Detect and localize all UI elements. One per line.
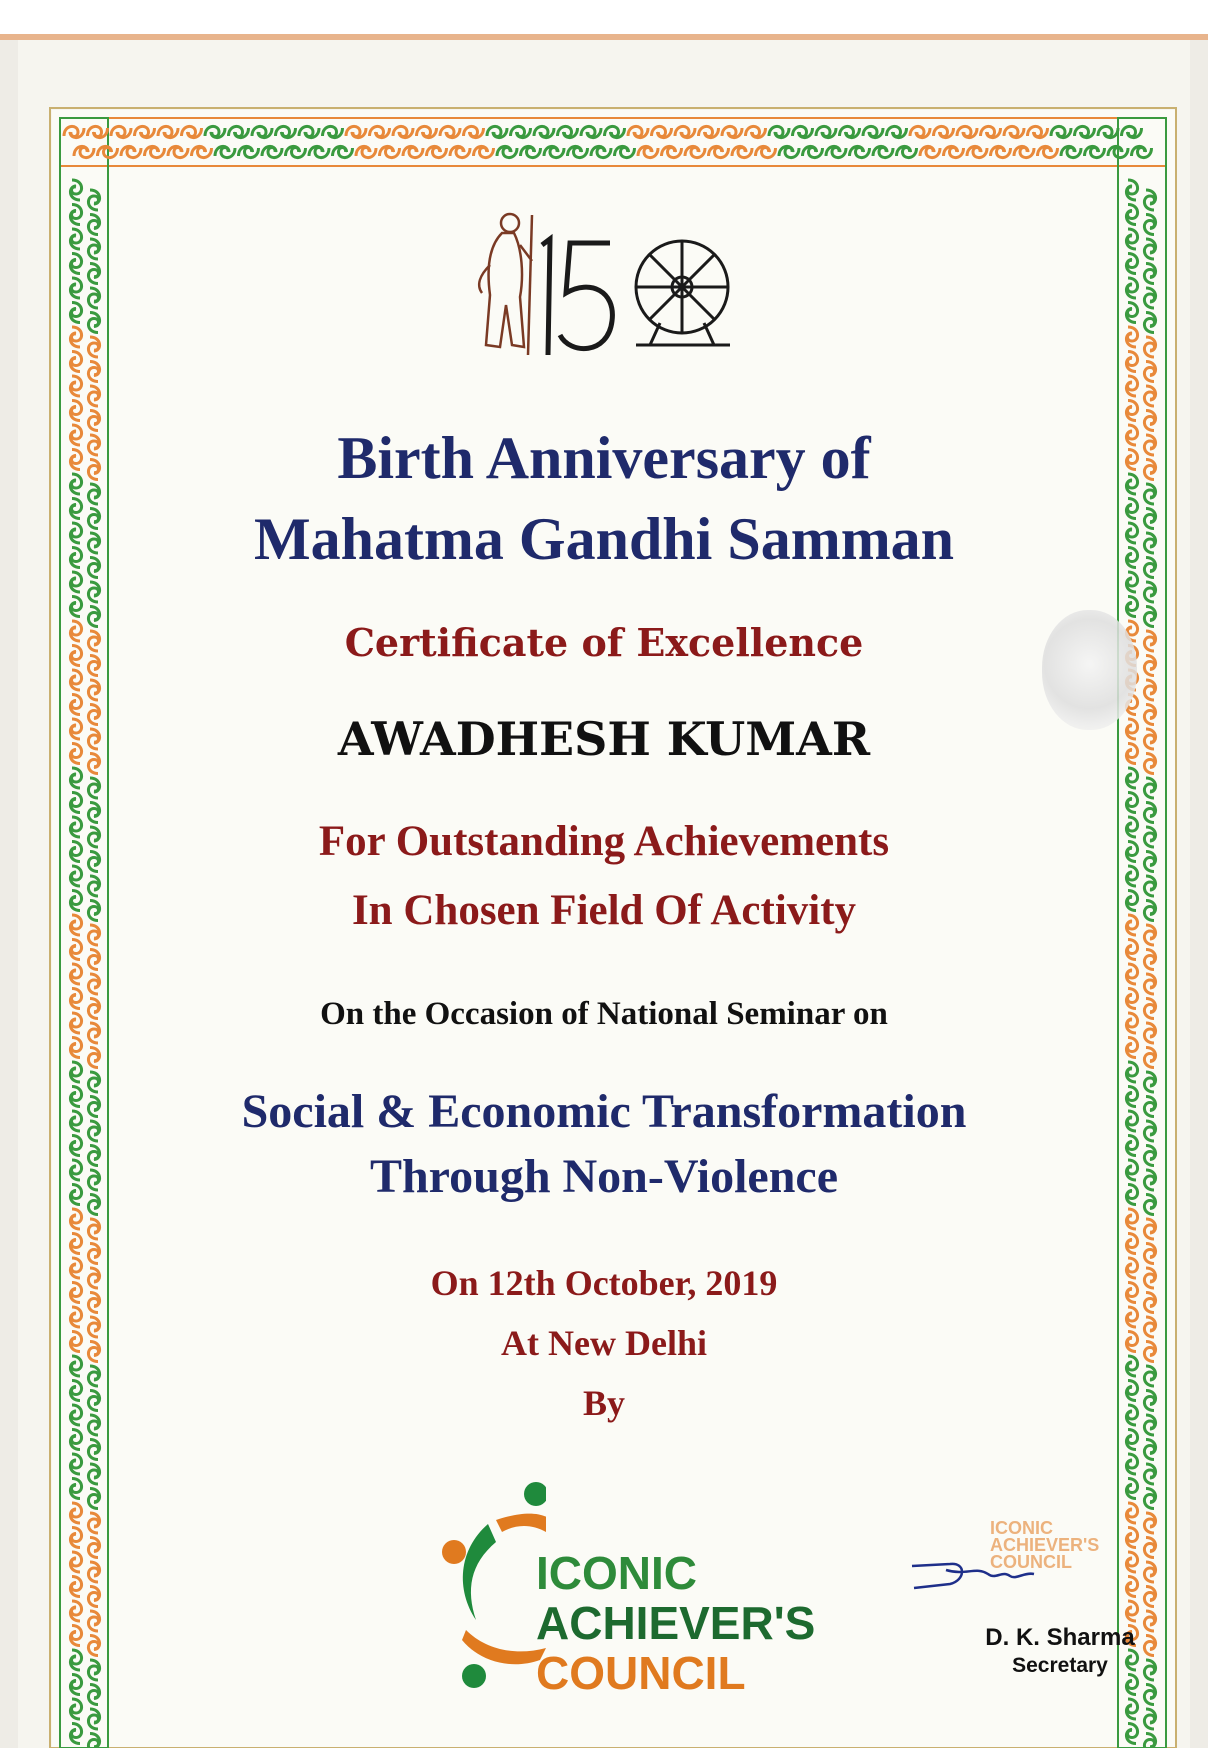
border-scroll-ornament — [88, 1489, 99, 1509]
border-scroll-ornament — [1144, 1660, 1155, 1680]
border-scroll-ornament — [70, 352, 81, 372]
border-scroll-ornament — [1144, 1464, 1155, 1484]
council-line-1: ICONIC — [536, 1547, 697, 1599]
border-scroll-ornament — [70, 303, 81, 323]
border-scroll-ornament — [850, 146, 870, 157]
border-scroll-ornament — [1122, 126, 1142, 137]
border-scroll-ornament — [64, 126, 84, 137]
theme-line-1: Social & Economic Transformation — [241, 1085, 967, 1138]
border-scroll-ornament — [722, 126, 742, 137]
border-scroll-ornament — [1126, 1209, 1137, 1229]
border-scroll-ornament — [323, 126, 343, 137]
border-scroll-ornament — [252, 126, 272, 137]
by-label: By — [582, 1383, 625, 1423]
border-scroll-ornament — [897, 146, 917, 157]
border-scroll-ornament — [333, 146, 353, 157]
border-scroll-ornament — [70, 1479, 81, 1499]
border-scroll-ornament — [88, 215, 99, 235]
border-scroll-ornament — [887, 126, 907, 137]
border-scroll-ornament — [88, 1048, 99, 1068]
border-scroll-ornament — [1144, 1538, 1155, 1558]
border-scroll-ornament — [1126, 1479, 1137, 1499]
border-scroll-ornament — [1144, 264, 1155, 284]
border-scroll-ornament — [158, 126, 178, 137]
border-scroll-ornament — [1144, 1562, 1155, 1582]
stamp-line-2: ACHIEVER'S — [990, 1535, 1100, 1555]
border-scroll-ornament — [403, 146, 423, 157]
event-date: On 12th October, 2019 — [430, 1263, 778, 1303]
border-scroll-ornament — [1126, 940, 1137, 960]
border-scroll-ornament — [427, 146, 447, 157]
council-line-2: ACHIEVER'S — [536, 1597, 816, 1649]
theme-line-2: Through Non-Violence — [369, 1150, 839, 1203]
border-scroll-ornament — [88, 1611, 99, 1631]
border-scroll-ornament — [440, 126, 460, 137]
border-scroll-ornament — [1144, 190, 1155, 210]
border-scroll-ornament — [88, 1538, 99, 1558]
border-scroll-ornament — [1126, 1430, 1137, 1450]
border-scroll-ornament — [356, 146, 376, 157]
border-scroll-ornament — [1075, 126, 1095, 137]
border-scroll-ornament — [70, 1675, 81, 1695]
border-scroll-ornament — [1144, 1709, 1155, 1729]
achievement-line-2: In Chosen Field Of Activity — [351, 887, 857, 934]
border-scroll-ornament — [70, 1234, 81, 1254]
border-scroll-ornament — [1144, 1685, 1155, 1705]
border-scroll-ornament — [1144, 950, 1155, 970]
border-scroll-ornament — [793, 126, 813, 137]
border-scroll-ornament — [474, 146, 494, 157]
border-scroll-ornament — [1144, 1513, 1155, 1533]
border-scroll-ornament — [88, 1685, 99, 1705]
border-scroll-ornament — [1126, 327, 1137, 347]
border-scroll-ornament — [286, 146, 306, 157]
border-scroll-ornament — [70, 1724, 81, 1744]
border-scroll-ornament — [991, 146, 1011, 157]
border-scroll-ornament — [70, 401, 81, 421]
border-scroll-ornament — [380, 146, 400, 157]
border-scroll-ornament — [88, 1513, 99, 1533]
border-scroll-ornament — [1126, 1503, 1137, 1523]
border-scroll-ornament — [1144, 1636, 1155, 1656]
border-scroll-ornament — [70, 572, 81, 592]
border-scroll-ornament — [746, 126, 766, 137]
secretary-role: Secretary — [1012, 1654, 1108, 1677]
border-scroll-ornament — [70, 254, 81, 274]
border-scroll-ornament — [1126, 352, 1137, 372]
border-scroll-ornament — [70, 1430, 81, 1450]
border-scroll-ornament — [1126, 1234, 1137, 1254]
border-scroll-ornament — [934, 126, 954, 137]
border-scroll-ornament — [70, 1503, 81, 1523]
signature-mark — [906, 1536, 1046, 1606]
border-scroll-ornament — [920, 146, 940, 157]
border-scroll-ornament — [70, 1209, 81, 1229]
border-scroll-ornament — [88, 337, 99, 357]
border-scroll-ornament — [1126, 1699, 1137, 1719]
border-scroll-ornament — [70, 1528, 81, 1548]
border-scroll-ornament — [1126, 1528, 1137, 1548]
stamp-line-1: ICONIC — [990, 1518, 1053, 1538]
border-scroll-ornament — [1144, 1587, 1155, 1607]
border-scroll-ornament — [732, 146, 752, 157]
border-scroll-ornament — [803, 146, 823, 157]
border-scroll-ornament — [121, 146, 141, 157]
border-scroll-ornament — [70, 768, 81, 788]
recipient-name: AWADHESH KUMAR — [337, 712, 871, 766]
border-scroll-ornament — [450, 146, 470, 157]
border-scroll-ornament — [88, 386, 99, 406]
border-scroll-ornament — [1144, 239, 1155, 259]
border-scroll-ornament — [346, 126, 366, 137]
border-scroll-ornament — [145, 146, 165, 157]
border-scroll-ornament — [1144, 386, 1155, 406]
border-scroll-ornament — [1144, 1244, 1155, 1264]
border-scroll-ornament — [70, 597, 81, 617]
border-scroll-ornament — [88, 1464, 99, 1484]
border-scroll-ornament — [1144, 1048, 1155, 1068]
border-scroll-ornament — [544, 146, 564, 157]
border-scroll-ornament — [70, 866, 81, 886]
border-scroll-ornament — [88, 190, 99, 210]
border-scroll-ornament — [205, 126, 225, 137]
title-line-1: Birth Anniversary of — [337, 425, 871, 491]
border-scroll-ornament — [826, 146, 846, 157]
border-scroll-ornament — [70, 180, 81, 200]
border-scroll-ornament — [591, 146, 611, 157]
border-scroll-ornament — [1126, 180, 1137, 200]
border-scroll-ornament — [1126, 1552, 1137, 1572]
border-scroll-ornament — [70, 964, 81, 984]
border-scroll-ornament — [1126, 1454, 1137, 1474]
border-scroll-ornament — [1126, 1038, 1137, 1058]
border-scroll-ornament — [88, 1660, 99, 1680]
council-line-3: COUNCIL — [536, 1647, 746, 1699]
border-scroll-ornament — [1126, 768, 1137, 788]
border-scroll-ornament — [779, 146, 799, 157]
border-scroll-ornament — [1126, 401, 1137, 421]
border-scroll-ornament — [521, 146, 541, 157]
border-scroll-ornament — [1144, 1611, 1155, 1631]
border-scroll-ornament — [74, 146, 94, 157]
border-scroll-ornament — [1126, 1601, 1137, 1621]
achievement-line-1: For Outstanding Achievements — [318, 818, 890, 865]
border-scroll-ornament — [70, 1038, 81, 1058]
border-scroll-ornament — [1126, 1577, 1137, 1597]
border-scroll-ornament — [1144, 778, 1155, 798]
border-scroll-ornament — [70, 327, 81, 347]
border-scroll-ornament — [628, 126, 648, 137]
certificate-subtitle: Certificate of Excellence — [344, 620, 864, 665]
border-scroll-ornament — [675, 126, 695, 137]
occasion-line: On the Occasion of National Seminar on — [320, 996, 888, 1032]
border-scroll-ornament — [1038, 146, 1058, 157]
border-scroll-ornament — [1085, 146, 1105, 157]
border-scroll-ornament — [192, 146, 212, 157]
border-scroll-ornament — [111, 126, 131, 137]
border-scroll-ornament — [1126, 254, 1137, 274]
border-scroll-ornament — [487, 126, 507, 137]
border-scroll-ornament — [1126, 278, 1137, 298]
border-scroll-ornament — [944, 146, 964, 157]
border-scroll-ornament — [88, 1562, 99, 1582]
border-scroll-ornament — [769, 126, 789, 137]
border-scroll-ornament — [88, 1244, 99, 1264]
border-scroll-ornament — [967, 146, 987, 157]
border-scroll-ornament — [816, 126, 836, 137]
border-scroll-ornament — [511, 126, 531, 137]
border-scroll-ornament — [873, 146, 893, 157]
border-scroll-ornament — [1028, 126, 1048, 137]
border-scroll-ornament — [464, 126, 484, 137]
border-scroll-ornament — [1144, 1734, 1155, 1748]
border-scroll-ornament — [215, 146, 235, 157]
border-scroll-ornament — [88, 1709, 99, 1729]
border-scroll-ornament — [70, 793, 81, 813]
border-scroll-ornament — [70, 1601, 81, 1621]
border-scroll-ornament — [417, 126, 437, 137]
border-scroll-ornament — [662, 146, 682, 157]
border-scroll-ornament — [168, 146, 188, 157]
title-line-2: Mahatma Gandhi Samman — [253, 506, 955, 572]
border-scroll-ornament — [534, 126, 554, 137]
border-scroll-ornament — [605, 126, 625, 137]
gandhi-figure-icon — [479, 214, 532, 355]
border-scroll-ornament — [1144, 288, 1155, 308]
border-scroll-ornament — [1126, 1724, 1137, 1744]
border-scroll-ornament — [88, 362, 99, 382]
border-scroll-ornament — [88, 264, 99, 284]
border-scroll-ornament — [581, 126, 601, 137]
border-scroll-ornament — [1126, 572, 1137, 592]
border-scroll-ornament — [1051, 126, 1071, 137]
border-scroll-ornament — [652, 126, 672, 137]
border-scroll-ornament — [70, 376, 81, 396]
border-scroll-ornament — [1144, 974, 1155, 994]
border-scroll-ornament — [393, 126, 413, 137]
border-scroll-ornament — [1061, 146, 1081, 157]
border-scroll-ornament — [638, 146, 658, 157]
border-scroll-ornament — [276, 126, 296, 137]
border-scroll-ornament — [910, 126, 930, 137]
border-scroll-ornament — [88, 778, 99, 798]
border-scroll-ornament — [70, 1552, 81, 1572]
border-scroll-ornament — [70, 278, 81, 298]
gandhi-150-emblem — [460, 205, 760, 375]
border-scroll-ornament — [497, 146, 517, 157]
border-scroll-ornament — [1144, 582, 1155, 602]
border-scroll-ornament — [299, 126, 319, 137]
border-scroll-ornament — [70, 1577, 81, 1597]
border-scroll-ornament — [1144, 1440, 1155, 1460]
border-scroll-ornament — [70, 940, 81, 960]
border-scroll-ornament — [1126, 866, 1137, 886]
border-scroll-ornament — [1144, 1219, 1155, 1239]
border-scroll-ornament — [1144, 337, 1155, 357]
border-scroll-ornament — [88, 1587, 99, 1607]
border-scroll-ornament — [88, 1440, 99, 1460]
border-scroll-ornament — [309, 146, 329, 157]
border-scroll-ornament — [88, 680, 99, 700]
border-scroll-ornament — [88, 974, 99, 994]
border-scroll-ornament — [1014, 146, 1034, 157]
border-scroll-ornament — [568, 146, 588, 157]
border-scroll-ornament — [1126, 964, 1137, 984]
border-scroll-ornament — [1126, 229, 1137, 249]
border-scroll-ornament — [135, 126, 155, 137]
border-scroll-ornament — [1126, 597, 1137, 617]
border-scroll-ornament — [1144, 680, 1155, 700]
border-scroll-ornament — [840, 126, 860, 137]
border-scroll-ornament — [1098, 126, 1118, 137]
border-scroll-ornament — [229, 126, 249, 137]
council-logo-icon — [436, 1480, 546, 1690]
border-scroll-ornament — [615, 146, 635, 157]
charkha-wheel-icon — [636, 241, 730, 345]
border-scroll-ornament — [70, 1626, 81, 1646]
border-scroll-ornament — [88, 239, 99, 259]
stamp-line-3: COUNCIL — [990, 1552, 1072, 1572]
border-scroll-ornament — [1144, 313, 1155, 333]
border-scroll-ornament — [88, 1734, 99, 1748]
border-scroll-ornament — [1144, 362, 1155, 382]
border-scroll-ornament — [709, 146, 729, 157]
border-scroll-ornament — [1004, 126, 1024, 137]
border-scroll-ornament — [70, 229, 81, 249]
border-scroll-ornament — [1132, 146, 1152, 157]
border-scroll-ornament — [1144, 215, 1155, 235]
border-scroll-ornament — [957, 126, 977, 137]
border-scroll-ornament — [1126, 376, 1137, 396]
border-scroll-ornament — [70, 205, 81, 225]
border-scroll-ornament — [88, 950, 99, 970]
border-scroll-ornament — [262, 146, 282, 157]
border-scroll-ornament — [88, 1636, 99, 1656]
border-scroll-ornament — [1126, 205, 1137, 225]
border-scroll-ornament — [370, 126, 390, 137]
event-place: At New Delhi — [501, 1323, 707, 1363]
border-scroll-ornament — [70, 1699, 81, 1719]
border-scroll-ornament — [88, 313, 99, 333]
border-scroll-ornament — [70, 1062, 81, 1082]
border-scroll-ornament — [1126, 1062, 1137, 1082]
border-scroll-ornament — [863, 126, 883, 137]
border-scroll-ornament — [88, 582, 99, 602]
border-scroll-ornament — [1144, 1489, 1155, 1509]
border-scroll-ornament — [756, 146, 776, 157]
border-scroll-ornament — [88, 126, 108, 137]
border-scroll-ornament — [558, 126, 578, 137]
border-scroll-ornament — [70, 1454, 81, 1474]
border-scroll-ornament — [88, 1219, 99, 1239]
council-wordmark — [536, 1548, 815, 1698]
number-150-glyphs — [542, 239, 612, 355]
border-scroll-ornament — [70, 1650, 81, 1670]
border-scroll-ornament — [182, 126, 202, 137]
border-scroll-ornament — [70, 670, 81, 690]
border-scroll-ornament — [685, 146, 705, 157]
embossed-seal — [1042, 610, 1137, 730]
border-scroll-ornament — [1126, 793, 1137, 813]
secretary-name: D. K. Sharma — [985, 1624, 1135, 1651]
border-scroll-ornament — [88, 288, 99, 308]
border-scroll-ornament — [981, 126, 1001, 137]
border-scroll-ornament — [699, 126, 719, 137]
border-scroll-ornament — [1126, 303, 1137, 323]
border-scroll-ornament — [239, 146, 259, 157]
